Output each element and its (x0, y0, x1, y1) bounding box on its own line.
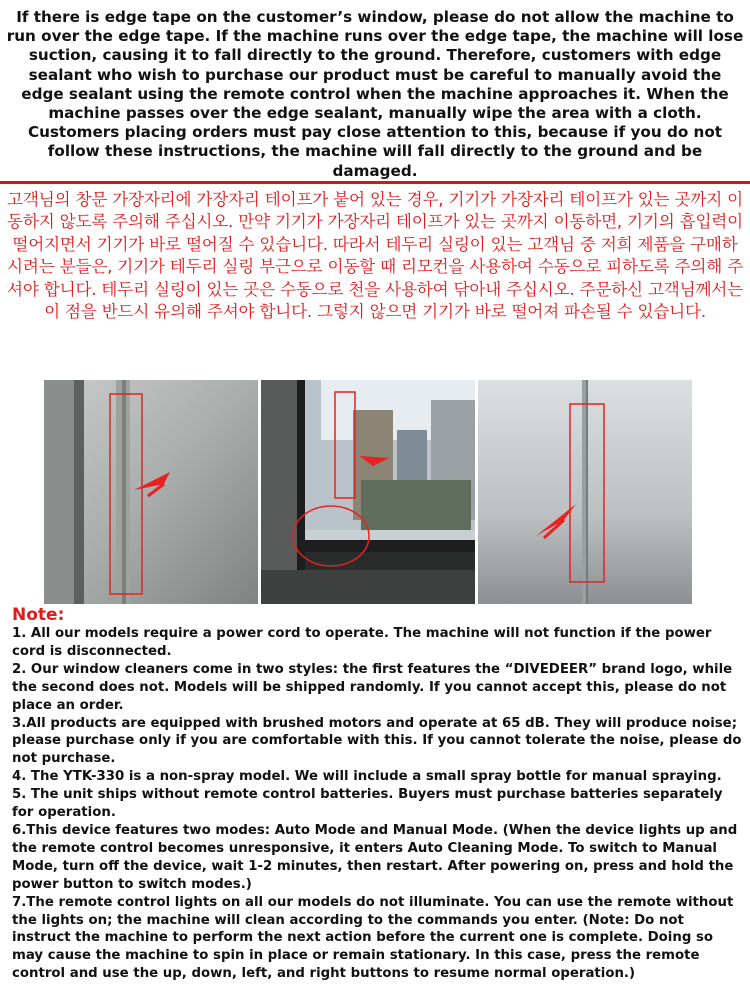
photo-edge-tape-left (44, 380, 258, 604)
photo-edge-tape-right (478, 380, 692, 604)
note-item-3: 3.All products are equipped with brushed motors and operate at 65 dB. They will produce noise; please purchase only if you are comfortable with this. If you cannot tolerate the noise, please do not purchase. (12, 715, 742, 767)
window-corner-image (261, 380, 475, 604)
note-item-5: 5. The unit ships without remote control batteries. Buyers must purchase batteries separately for operation. (12, 787, 723, 821)
note-title: Note: (12, 605, 65, 625)
note-item-1: 1. All our models require a power cord to operate. The machine will not function if the power cord is disconnected. (12, 626, 712, 659)
note-item-7: 7.The remote control lights on all our models do not illuminate. You can use the remote without the lights on; the machine will clean according to the commands you enter. (Note: Do not instruct the machine to perform the next action before the current one is complete. Doing so may cause the machine to spin in place or remain stationary. In this case, press the remote control and use the up, down, left, and right buttons to resume normal operation.) (12, 894, 734, 982)
note-item-6: 6.This device features two modes: Auto Mode and Manual Mode. (When the device lights up and the remote control becomes unresponsive, it enters Auto Cleaning Mode. To switch to Manual Mode, turn off the device, wait 1-2 minutes, then restart. After powering on, press and hold the power button to switch modes.) (12, 822, 738, 892)
photo-window-corner (261, 380, 475, 604)
english-warning-text: If there is edge tape on the customer’s window, please do not allow the machine to run over the edge tape. If the machine runs over the edge tape, the machine will lose suction, causing it to fall directly to the ground. Therefore, customers with edge sealant who wish to purchase our product must be careful to manually avoid the edge sealant using the remote control when the machine approaches it. When the machine passes over the edge sealant, manually wipe the area with a cloth. Customers placing orders must pay close attention to this, because if you do not follow these instructions, the machine will fall directly to the ground and be damaged. (6, 8, 744, 180)
notes-section (12, 606, 742, 983)
note-item-4: 4. The YTK-330 is a non-spray model. We will include a small spray bottle for manual spraying. (12, 769, 722, 785)
note-item-2: 2. Our window cleaners come in two styles: the first features the “DIVEDEER” brand logo, while the second does not. Models will be shipped randomly. If you cannot accept this, please do not place an order. (12, 661, 733, 713)
red-divider (0, 181, 750, 184)
edge-tape-photos (44, 380, 692, 604)
korean-warning-text: 고객님의 창문 가장자리에 가장자리 테이프가 붙어 있는 경우, 기기가 가장자리 테이프가 있는 곳까지 이동하지 않도록 주의해 주십시오. 만약 기기가 가장자리 테이프가 있는 곳까지 이동하면, 기기의 흡입력이 떨어지면서 기기가 바로 떨어질 수 있습니다. 따라서 테두리 실링이 있는 고객님 중 저희 제품을 구매하시려는 분들은, 기기가 테두리 실링 부근으로 이동할 때 리모컨을 사용하여 수동으로 피하도록 주의해 주셔야 합니다. 테두리 실링이 있는 곳은 수동으로 천을 사용하여 닦아내 주십시오. 주문하신 고객님께서는 이 점을 반드시 유의해 주셔야 합니다. 그렇지 않으면 기기가 바로 떨어져 파손될 수 있습니다. (7, 190, 743, 322)
frosted-window-image (44, 380, 258, 604)
frosted-glass-image (478, 380, 692, 604)
